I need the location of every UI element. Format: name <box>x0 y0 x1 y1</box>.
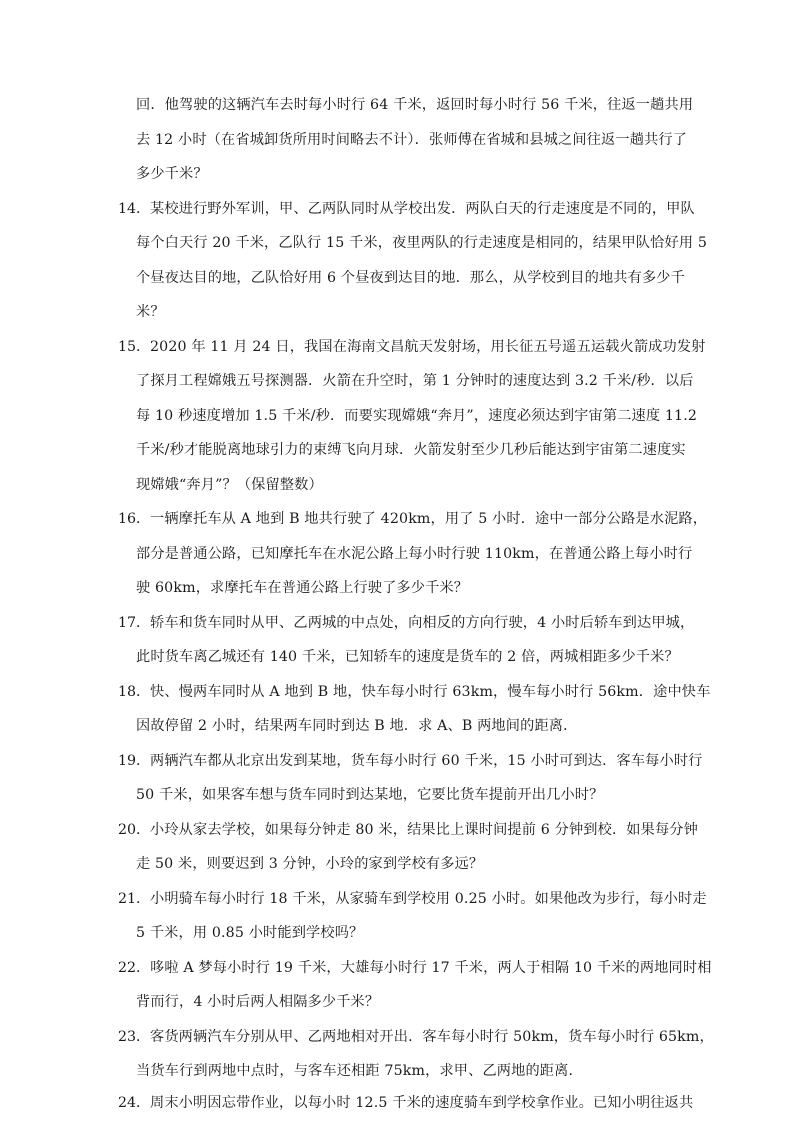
problem-line: 50 千米，如果客车想与货车同时到达某地，它要比货车提前开出几小时？ <box>136 787 604 803</box>
problem-line: 此时货车离乙城还有 140 千米，已知轿车的速度是货车的 2 倍，两城相距多少千米？ <box>136 649 679 665</box>
problem-line: 某校进行野外军训，甲、乙两队同时从学校出发．两队白天的行走速度是不同的，甲队 <box>150 201 695 217</box>
problem-line: 一辆摩托车从 A 地到 B 地共行驶了 420km，用了 5 小时．途中一部分公路是水泥路， <box>150 511 708 527</box>
problem-number: 17． <box>118 615 151 631</box>
problem-line: 当货车行到两地中点时，与客车还相距 75km，求甲、乙两地的距离． <box>136 1063 583 1079</box>
problem-number: 21． <box>118 891 151 907</box>
problem-number: 16． <box>118 511 151 527</box>
problem-line: 驶 60km，求摩托车在普通公路上行驶了多少千米？ <box>136 580 469 596</box>
problem-line: 米？ <box>136 304 165 320</box>
problem-line: 周末小明因忘带作业，以每小时 12.5 千米的速度骑车到学校拿作业。已知小明往返共 <box>150 1095 694 1111</box>
problem-line: 背而行，4 小时后两人相隔多少千米？ <box>136 994 380 1010</box>
problem-line: 了探月工程嫦娥五号探测器．火箭在升空时，第 1 分钟时的速度达到 3.2 千米/秒．以后 <box>136 373 694 389</box>
problem-line: 部分是普通公路，已知摩托车在水泥公路上每小时行驶 110km，在普通公路上每小时行 <box>136 546 693 562</box>
intro-line: 回．他驾驶的这辆汽车去时每小时行 64 千米，返回时每小时行 56 千米，往返一趟共用 <box>136 97 694 113</box>
problem-line: 现嫦娥“奔月”？（保留整数） <box>136 477 323 493</box>
problem-line: 每 10 秒速度增加 1.5 千米/秒．而要实现嫦娥“奔月”，速度必须达到宇宙第二速度 11.2 <box>136 408 698 424</box>
problem-line: 走 50 米，则要迟到 3 分钟，小玲的家到学校有多远？ <box>136 856 484 872</box>
problem-line: 每个白天行 20 千米，乙队行 15 千米，夜里两队的行走速度是相同的，结果甲队恰好用 5 <box>136 235 707 251</box>
problem-line: 因故停留 2 小时，结果两车同时到达 B 地．求 A、B 两地间的距离． <box>136 718 578 734</box>
problem-line: 小明骑车每小时行 18 千米，从家骑车到学校用 0.25 小时。如果他改为步行，每小时走 <box>150 891 707 907</box>
problem-number: 24． <box>118 1095 151 1111</box>
problem-number: 14． <box>118 201 151 217</box>
problem-line: 个昼夜达目的地，乙队恰好用 6 个昼夜到达目的地．那么，从学校到目的地共有多少千 <box>136 270 685 286</box>
problem-number: 15． <box>118 339 151 355</box>
problem-number: 18． <box>118 684 151 700</box>
intro-line: 去 12 小时（在省城卸货所用时间略去不计）．张师傅在省城和县城之间往返一趟共行了 <box>136 132 688 148</box>
problem-number: 20． <box>118 822 151 838</box>
problem-line: 客货两辆汽车分别从甲、乙两地相对开出．客车每小时行 50km，货车每小时行 65km， <box>150 1029 714 1045</box>
problem-line: 哆啦 A 梦每小时行 19 千米，大雄每小时行 17 千米，两人于相隔 10 千米的两地同时相 <box>150 960 712 976</box>
problem-line: 小玲从家去学校，如果每分钟走 80 米，结果比上课时间提前 6 分钟到校．如果每分钟 <box>150 822 698 838</box>
problem-number: 19． <box>118 753 151 769</box>
problem-number: 22． <box>118 960 151 976</box>
problem-line: 千米/秒才能脱离地球引力的束缚飞向月球．火箭发射至少几秒后能达到宇宙第二速度实 <box>136 442 686 458</box>
problem-number: 23． <box>118 1029 151 1045</box>
intro-line: 多少千米？ <box>136 166 208 182</box>
problem-line: 2020 年 11 月 24 日，我国在海南文昌航天发射场，用长征五号遥五运载火箭成功发射 <box>150 339 706 355</box>
problem-line: 5 千米，用 0.85 小时能到学校吗？ <box>136 925 364 941</box>
problem-line: 快、慢两车同时从 A 地到 B 地，快车每小时行 63km，慢车每小时行 56km．途中快车 <box>150 684 711 700</box>
problem-line: 轿车和货车同时从甲、乙两城的中点处，向相反的方向行驶，4 小时后轿车到达甲城， <box>150 615 695 631</box>
problem-line: 两辆汽车都从北京出发到某地，货车每小时行 60 千米，15 小时可到达．客车每小时行 <box>150 753 703 769</box>
